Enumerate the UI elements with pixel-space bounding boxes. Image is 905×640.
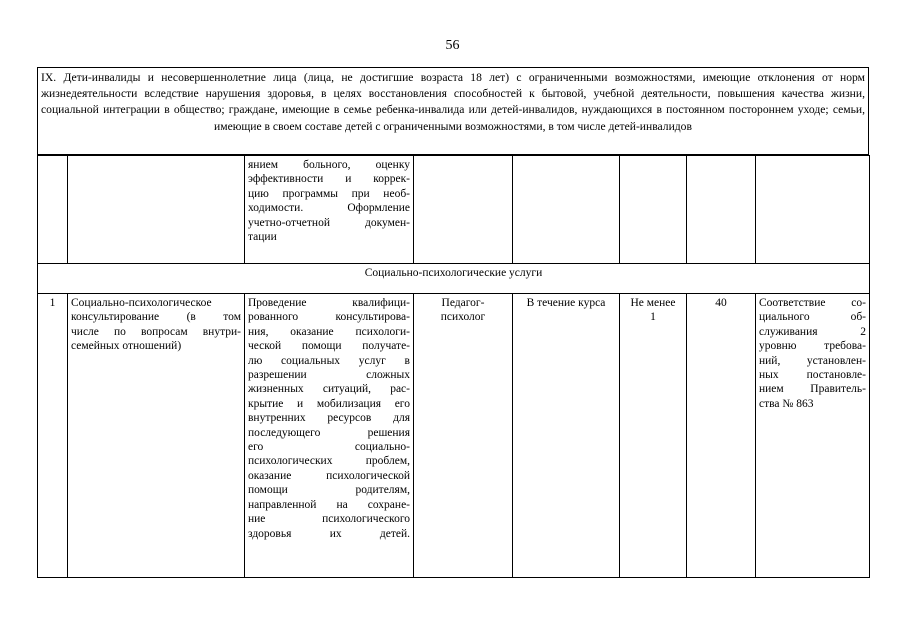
text-line: лю социальных услуг в (248, 354, 410, 367)
cell-term-empty (513, 156, 620, 264)
cell-quality-empty (756, 156, 870, 264)
text-line: янием больного, оценку (248, 159, 410, 171)
text-line: ния, оказание психологи- (248, 325, 410, 338)
table-row (38, 294, 870, 578)
cell-executor-empty (414, 156, 513, 264)
category-heading-box (37, 67, 869, 155)
page-number: 56 (445, 38, 460, 53)
text-line: нием Правитель- (759, 383, 866, 396)
text-line: ных постановле- (759, 369, 866, 382)
text-line: крытие и мобилизация его (248, 397, 410, 410)
text-line: Социально-психологическое (71, 297, 212, 309)
text-line: жизненных ситуаций, рас- (248, 383, 410, 396)
section-row (38, 264, 870, 294)
cell-volume-empty (620, 156, 687, 264)
text-line: служивания 2 (759, 325, 866, 338)
text-line: Не менее (630, 297, 676, 309)
cell-name-empty (68, 156, 245, 264)
text-line: тации (248, 231, 277, 244)
text-line: 1 (650, 311, 656, 324)
text-line: циального об- (759, 311, 866, 324)
section-title: Социально-психологические услуги (38, 264, 870, 294)
text-line: числе по вопросам внутри- (71, 325, 241, 338)
text-line: последующего решения (248, 426, 410, 439)
text-line: уровню требова- (759, 340, 866, 353)
continuation-description-cell (245, 156, 414, 264)
text-line: разрешении сложных (248, 369, 410, 382)
service-rate-cell: 40 (687, 294, 756, 578)
text-line: психологических проблем, (248, 455, 410, 468)
text-line: оказание психологической (248, 469, 410, 482)
text-line: семейных отношений) (71, 340, 182, 353)
text-line: цию программы при необ- (248, 187, 410, 200)
text-line: ние психологического (248, 513, 410, 526)
service-term-cell: В течение курса (513, 294, 620, 578)
text-line: его социально- (248, 441, 410, 454)
category-heading-text: IX. Дети-инвалиды и несовершеннолетние лица (лица, не достигшие возраста 18 лет) с ограниченными возможностями, имеющие отклонения от норм жизнедеятельности вследствие нарушения здоровья, в целях восстановления способностей к бытовой, учебной деятельности, повышения качества жизни, социальной интеграции в общество; граждане, имеющие в семье ребенка-инвалида или детей-инвалидов, нуждающихся в постоянном постороннем уходе; семьи, имеющие в своем составе детей с ограниченными возможностями, в том числе детей-инвалидов (41, 71, 865, 133)
text-line: направленной на сохране- (248, 498, 410, 511)
service-executor-cell (414, 294, 513, 578)
text-line: эффективности и коррек- (248, 173, 410, 186)
text-line: ний, установлен- (759, 354, 866, 367)
text-line: учетно-отчетной докумен- (248, 216, 410, 229)
text-line: помощи родителям, (248, 484, 410, 497)
text-line: рованного консультирова- (248, 311, 410, 324)
service-quality-cell (756, 294, 870, 578)
text-line: ческой помощи получате- (248, 340, 410, 353)
cell-rate-empty (687, 156, 756, 264)
text-line: психолог (440, 311, 486, 324)
continuation-row (38, 156, 870, 264)
text-line: Проведение квалифици- (248, 297, 410, 309)
service-description-cell (245, 294, 414, 578)
text-line: здоровья их детей. (248, 527, 410, 540)
service-volume-cell (620, 294, 687, 578)
service-name-cell (68, 294, 245, 578)
text-line: Соответствие со- (759, 297, 866, 309)
text-line: ства № 863 (759, 397, 814, 410)
text-line: внутренних ресурсов для (248, 412, 410, 425)
text-line: Педагог- (441, 297, 485, 309)
text-line: ходимости. Оформление (248, 202, 410, 215)
text-line: консультирование (в том (71, 311, 241, 324)
services-table (37, 155, 870, 578)
service-number-cell: 1 (38, 294, 68, 578)
cell-number-empty (38, 156, 68, 264)
